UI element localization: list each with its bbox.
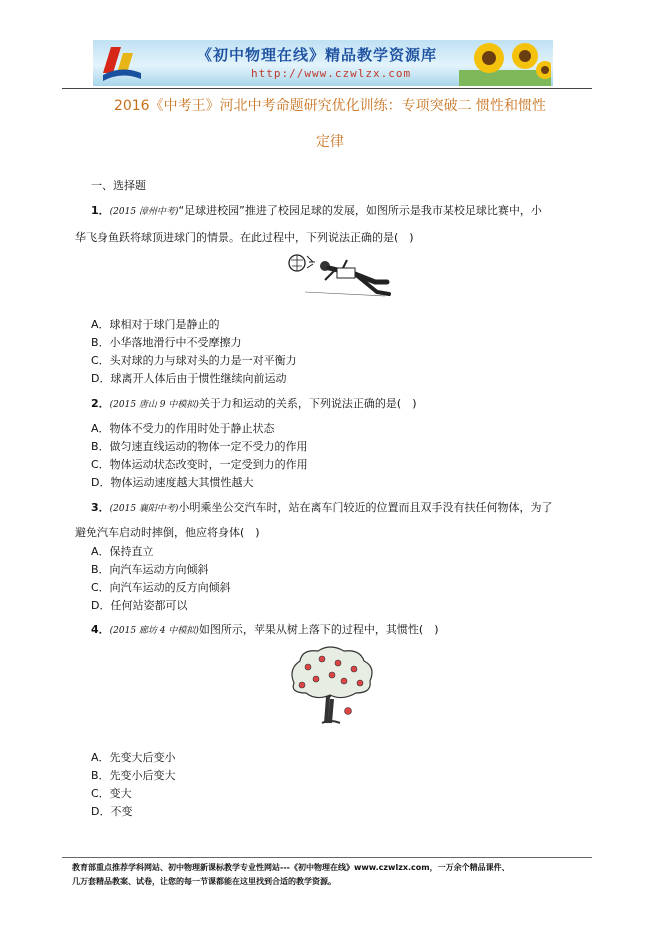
question-number: 3 xyxy=(91,501,99,514)
question-source: (2015 漳州中考) xyxy=(109,207,179,217)
question-number: 2 xyxy=(91,397,99,410)
question-1-option-a: A．球相对于球门是静止的 xyxy=(91,318,220,331)
logo-icon xyxy=(101,43,143,83)
footer-line2: 几万套精品教案、试卷，让您的每一节课都能在这里找到合适的教学资源。 xyxy=(72,877,336,886)
question-number: 4 xyxy=(91,623,99,636)
apple-tree-illustration xyxy=(286,645,378,727)
question-4-line1: 4．(2015 廊坊 4 中模拟)如图所示，苹果从树上落下的过程中，其惯性( ) xyxy=(91,623,439,636)
question-3-option-c: C．向汽车运动的反方向倾斜 xyxy=(91,581,231,594)
question-2-option-d: D．物体运动速度越大其惯性越大 xyxy=(91,476,254,489)
page-title: 2016《中考王》河北中考命题研究优化训练：专项突破二 惯性和惯性 xyxy=(113,98,547,114)
question-3-line2: 避免汽车启动时摔倒，他应将身体( ) xyxy=(75,526,260,539)
question-2-line1: 2．(2015 唐山 9 中模拟)关于力和运动的关系，下列说法正确的是( ) xyxy=(91,397,417,410)
question-1-line2: 华飞身鱼跃将球顶进球门的情景。在此过程中，下列说法正确的是( ) xyxy=(75,231,414,244)
sunflower-icon xyxy=(459,40,551,86)
question-4-option-a: A．先变大后变小 xyxy=(91,751,176,764)
question-text: 小明乘坐公交汽车时，站在离车门较近的位置而且双手没有扶任何物体，为了 xyxy=(178,501,553,514)
question-text: 关于力和运动的关系，下列说法正确的是( ) xyxy=(198,397,417,410)
question-2-option-c: C．物体运动状态改变时，一定受到力的作用 xyxy=(91,458,308,471)
banner-brand: 《初中物理在线》精品教学资源库 xyxy=(197,46,438,64)
question-1-option-c: C．头对球的力与球对头的力是一对平衡力 xyxy=(91,354,297,367)
footer-line1: 教育部重点推荐学科网站、初中物理新课标教学专业性网站---《初中物理在线》www.czwlzx.com，一万余个精品课件、 xyxy=(72,863,510,872)
page-title-continued: 定律 xyxy=(316,134,344,150)
question-source: (2015 唐山 9 中模拟) xyxy=(109,400,199,410)
header-banner xyxy=(93,40,553,86)
question-4-option-b: B．先变小后变大 xyxy=(91,769,176,782)
section-heading: 一、选择题 xyxy=(91,179,146,192)
header-divider xyxy=(62,88,592,89)
question-text: “足球进校园”推进了校园足球的发展，如图所示是我市某校足球比赛中，小 xyxy=(178,204,542,217)
question-source: (2015 廊坊 4 中模拟) xyxy=(109,626,199,636)
question-number: 1 xyxy=(91,204,99,217)
question-3-option-b: B．向汽车运动方向倾斜 xyxy=(91,563,209,576)
question-3-option-a: A．保持直立 xyxy=(91,545,154,558)
question-source: (2015 襄阳中考) xyxy=(109,504,179,514)
question-2-option-a: A．物体不受力的作用时处于静止状态 xyxy=(91,422,275,435)
question-4-option-d: D．不变 xyxy=(91,805,133,818)
question-1-line1: 1．(2015 漳州中考)“足球进校园”推进了校园足球的发展，如图所示是我市某校足球比赛中，小 xyxy=(91,204,542,217)
question-3-option-d: D．任何站姿都可以 xyxy=(91,599,188,612)
question-1-option-d: D．球离开人体后由于惯性继续向前运动 xyxy=(91,372,287,385)
footer-divider xyxy=(62,857,592,858)
question-text: 如图所示，苹果从树上落下的过程中，其惯性( ) xyxy=(198,623,439,636)
question-4-option-c: C．变大 xyxy=(91,787,132,800)
banner-url[interactable]: http://www.czwlzx.com xyxy=(251,67,412,80)
question-1-option-b: B．小华落地滑行中不受摩擦力 xyxy=(91,336,242,349)
header-player-illustration xyxy=(285,252,395,302)
falling-apple-icon xyxy=(345,708,352,715)
question-2-option-b: B．做匀速直线运动的物体一定不受力的作用 xyxy=(91,440,308,453)
question-3-line1: 3．(2015 襄阳中考)小明乘坐公交汽车时，站在离车门较近的位置而且双手没有扶任何物体，为了 xyxy=(91,501,553,514)
